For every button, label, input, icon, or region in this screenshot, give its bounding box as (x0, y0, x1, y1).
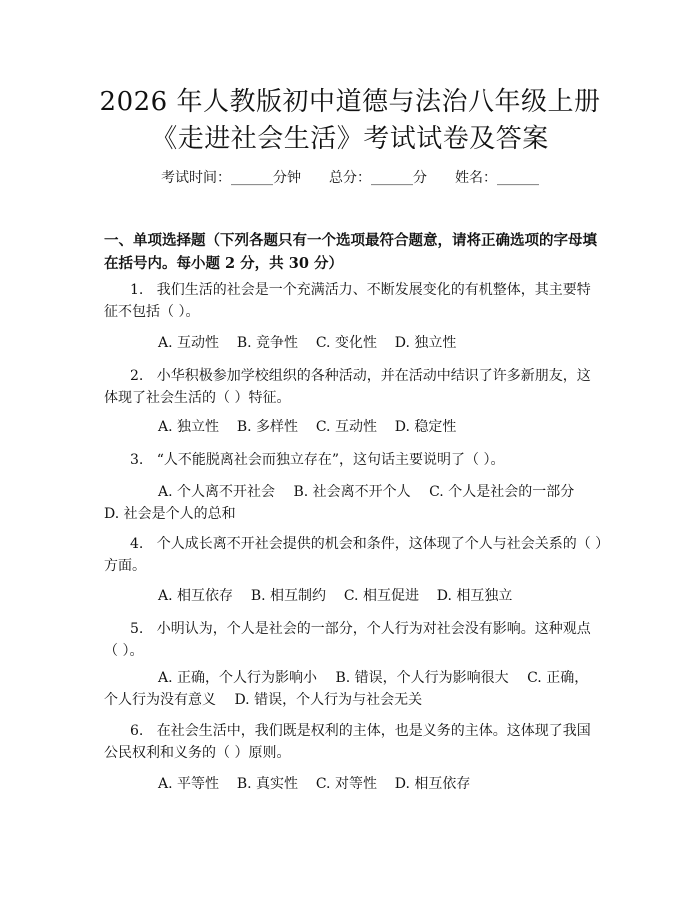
option-d: D. 相互依存 (394, 776, 471, 792)
question-3-options (104, 481, 604, 525)
question-4 (104, 533, 604, 577)
option-d: D. 相互独立 (436, 588, 513, 604)
question-4-options (104, 585, 604, 607)
option-d: D. 独立性 (394, 335, 457, 351)
question-number: 5. (130, 621, 144, 637)
option-d: D. 稳定性 (394, 419, 457, 435)
question-5-options (104, 667, 604, 711)
question-text: 个人成长离不开社会提供的机会和条件，这体现了个人与社会关系的（ ）方面。 (104, 536, 603, 574)
option-a: A. 独立性 (158, 419, 220, 435)
exam-time-label: 考试时间：______分钟 (161, 170, 301, 186)
option-a: A. 平等性 (158, 776, 220, 792)
option-b: B. 竞争性 (236, 335, 299, 351)
option-a: A. 相互依存 (158, 588, 234, 604)
question-text: 我们生活的社会是一个充满活力、不断发展变化的有机整体，其主要特征不包括（ ）。 (104, 282, 591, 320)
exam-title-line2: 《走进社会生活》考试试卷及答案 (151, 124, 549, 154)
option-b: B. 真实性 (236, 776, 299, 792)
section-title: 一、单项选择题（下列各题只有一个选项最符合题意，请将正确选项的字母填在括号内。每小题 2 分，共 30 分） (104, 232, 597, 272)
question-number: 6. (130, 723, 144, 739)
question-number: 3. (130, 452, 144, 468)
question-2-options (104, 416, 604, 438)
question-number: 2. (130, 368, 144, 384)
options-line-1: A. 个人离不开社会 B. 社会离不开个人 C. 个人是社会的一部分 (158, 484, 575, 500)
option-c: C. 互动性 (315, 419, 377, 435)
exam-title-line1: 2026 年人教版初中道德与法治八年级上册 (99, 87, 601, 117)
question-1 (104, 279, 604, 323)
question-number: 1. (130, 282, 144, 298)
options-line-1: A. 正确，个人行为影响小 B. 错误，个人行为影响很大 C. 正确， (158, 670, 589, 686)
question-3 (104, 449, 604, 471)
option-c: C. 相互促进 (343, 588, 419, 604)
option-c: C. 对等性 (315, 776, 377, 792)
question-5 (104, 618, 604, 662)
question-6 (104, 720, 604, 764)
question-text: 在社会生活中，我们既是权利的主体，也是义务的主体。这体现了我国公民权利和义务的（ ）原则。 (104, 723, 591, 761)
question-1-options (104, 332, 604, 354)
question-2 (104, 365, 604, 409)
question-text: 小华积极参加学校组织的各种活动，并在活动中结识了许多新朋友，这体现了社会生活的（ ）特征。 (104, 368, 591, 406)
question-6-options (104, 773, 604, 795)
option-b: B. 相互制约 (250, 588, 327, 604)
options-line-2: 个人行为没有意义 D. 错误，个人行为与社会无关 (104, 692, 423, 708)
question-number: 4. (130, 536, 144, 552)
option-c: C. 变化性 (315, 335, 377, 351)
question-text: “人不能脱离社会而独立存在”，这句话主要说明了（ ）。 (156, 452, 505, 468)
options-line-2: D. 社会是个人的总和 (104, 506, 236, 522)
question-text: 小明认为，个人是社会的一部分，个人行为对社会没有影响。这种观点（ ）。 (104, 621, 591, 659)
student-name-label: 姓名：______ (455, 170, 539, 186)
exam-meta (0, 168, 700, 188)
option-a: A. 互动性 (158, 335, 220, 351)
total-score-label: 总分：______分 (329, 170, 427, 186)
option-b: B. 多样性 (236, 419, 299, 435)
